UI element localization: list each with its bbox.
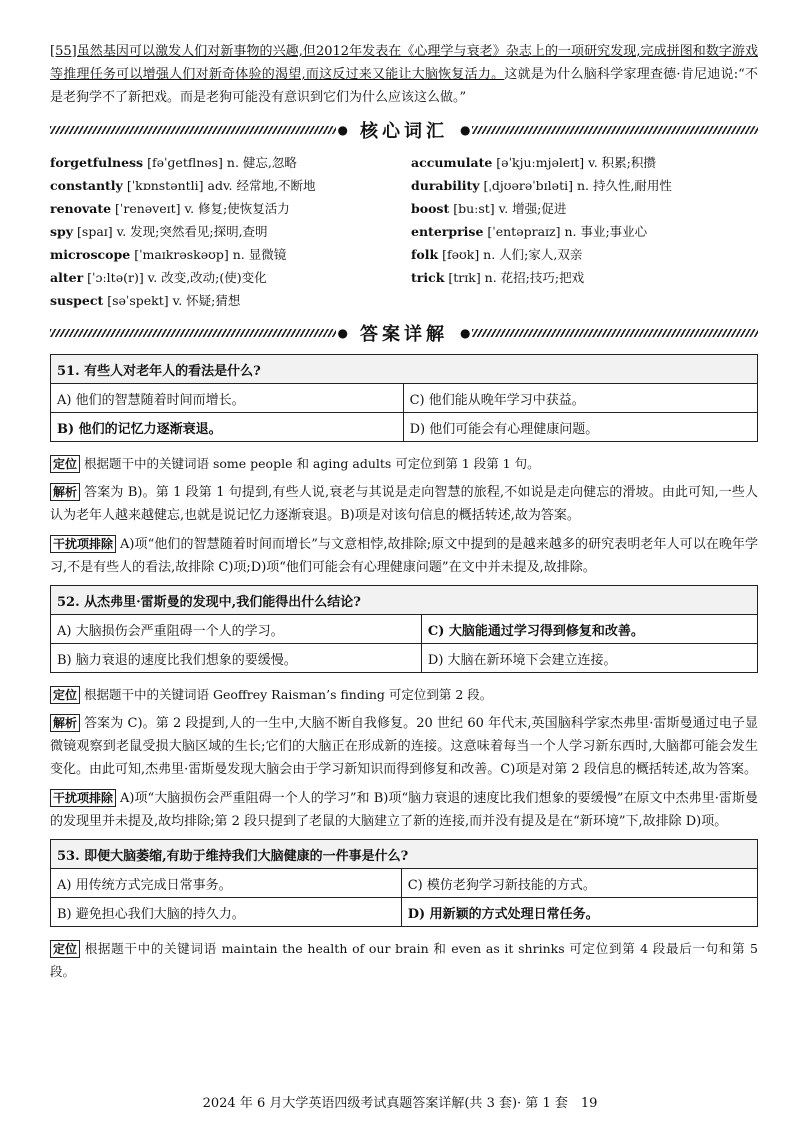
vocab-item: folk [fəʊk] n. 人们;家人,双亲 [411,247,583,262]
locate-paragraph: 定位 根据题干中的关键词语 some people 和 aging adults 可定位到第 1 段第 1 句。 [50,452,758,475]
bullet-icon: ● [337,123,348,137]
vocab-section-title: 核心词汇 [360,121,448,142]
locate-label: 定位 [50,455,80,473]
vocab-item: boost [buːst] v. 增强;促进 [411,201,567,216]
locate-paragraph: 定位 根据题干中的关键词语 Geoffrey Raisman’s finding 可定位到第 2 段。 [50,683,758,706]
distractor-label: 干扰项排除 [50,789,116,807]
option-b: B) 他们的记忆力逐渐衰退。 [51,413,404,442]
vocab-item: suspect [səˈspekt] v. 怀疑;猜想 [50,293,241,308]
question-stem: 52. 从杰弗里·雷斯曼的发现中,我们能得出什么结论? [51,586,758,615]
vocab-item: microscope [ˈmaɪkrəskəʊp] n. 显微镜 [50,247,287,262]
underlined-sentence: [55]虽然基因可以激发人们对新事物的兴趣,但2012年发表在《心理学与衰老》杂志上的一项研究发现,完成拼图和数字游戏等推理任务可以增强人们对新奇体验的渴望,而这反过来又能让大脑恢复活力。 [50,44,758,82]
intro-rest: 这就是为什么脑科学家理查德·肯尼迪说:“不是老狗学不了新把戏。而是老狗可能没有意识到它们为什么应该这么做。” [50,67,758,105]
vocab-item: spy [spaɪ] v. 发现;突然看见;探明,查明 [50,224,268,239]
option-a: A) 用传统方式完成日常事务。 [51,869,402,898]
question-stem: 53. 即便大脑萎缩,有助于维持我们大脑健康的一件事是什么? [51,840,758,869]
locate-label: 定位 [50,686,80,704]
bullet-icon: ● [337,326,348,340]
option-d: D) 用新颖的方式处理日常任务。 [401,898,757,927]
question-52-table [50,585,758,673]
analysis-paragraph: 解析 答案为 B)。第 1 段第 1 句提到,有些人说,衰老与其说是走向智慧的旅程,不如说是走向健忘的滑坡。由此可知,一些人认为老年人越来越健忘,也就是说记忆力逐渐衰退。B)项是对该句信息的概括转述,故为答案。 [50,485,758,523]
vocab-item: durability [ˌdjʊərəˈbɪləti] n. 持久性,耐用性 [411,178,672,193]
vocab-column-left [50,151,397,312]
hatch-divider [472,329,758,337]
option-b: B) 脑力衰退的速度比我们想象的要缓慢。 [51,644,422,673]
vocab-item: constantly [ˈkɒnstəntli] adv. 经常地,不断地 [50,178,316,193]
bullet-icon: ● [460,123,471,137]
option-c: C) 模仿老狗学习新技能的方式。 [401,869,757,898]
vocab-item: accumulate [əˈkjuːmjəleɪt] v. 积累;积攒 [411,155,656,170]
vocab-section-header [50,115,758,145]
option-a: A) 大脑损伤会严重阻碍一个人的学习。 [51,615,422,644]
vocab-item: forgetfulness [fəˈɡetflnəs] n. 健忘,忽略 [50,155,297,170]
locate-paragraph: 定位 根据题干中的关键词语 maintain the health of our brain 和 even as it shrinks 可定位到第 4 段最后一句和第 5 段。 [50,941,758,979]
vocab-item: renovate [ˈrenəveɪt] v. 修复;使恢复活力 [50,201,290,216]
hatch-divider [472,126,758,134]
hatch-divider [50,126,336,134]
distractor-paragraph: 干扰项排除 A)项“大脑损伤会严重阻碍一个人的学习”和 B)项“脑力衰退的速度比我们想象的要缓慢”在原文中杰弗里·雷斯曼的发现里并未提及,故均排除;第 2 段只提到了老鼠的大脑建立了新的连接,而并没有提及是在“新环境”下,故排除 D)项。 [50,791,758,829]
vocab-item: alter [ˈɔːltə(r)] v. 改变,改动;(使)变化 [50,270,267,285]
question-stem: 51. 有些人对老年人的看法是什么? [51,355,758,384]
answer-section-header [50,318,758,348]
option-c: C) 他们能从晚年学习中获益。 [403,384,757,413]
option-c: C) 大脑能通过学习得到修复和改善。 [421,615,757,644]
option-b: B) 避免担心我们大脑的持久力。 [51,898,402,927]
question-51-table [50,354,758,442]
page-content [50,40,758,989]
intro-paragraph [50,40,758,109]
answer-section-title: 答案详解 [360,324,448,345]
analysis-paragraph: 解析 答案为 C)。第 2 段提到,人的一生中,大脑不断自我修复。20 世纪 60 年代末,英国脑科学家杰弗里·雷斯曼通过电子显微镜观察到老鼠受损大脑区域的生长;它们的大脑正在形成新的连接。这意味着每当一个人学习新东西时,大脑都可能会发生变化。由此可知,杰弗里·雷斯曼发现大脑会由于学习新知识而得到修复和改善。C)项是对第 2 段信息的概括转述,故为答案。 [50,716,758,777]
distractor-paragraph: 干扰项排除 A)项“他们的智慧随着时间而增长”与文意相悖,故排除;原文中提到的是越来越多的研究表明老年人可以在晚年学习,不是有些人的看法,故排除 C)项;D)项“他们可能会有心理健康问题”在文中并未提及,故排除。 [50,537,758,575]
analysis-label: 解析 [50,714,80,732]
vocab-column-right [397,151,758,312]
vocab-item: enterprise [ˈentəpraɪz] n. 事业;事业心 [411,224,648,239]
question-53-table [50,839,758,927]
distractor-label: 干扰项排除 [50,535,116,553]
option-a: A) 他们的智慧随着时间而增长。 [51,384,404,413]
vocab-item: trick [trɪk] n. 花招;技巧;把戏 [411,270,585,285]
hatch-divider [50,329,336,337]
vocab-list [50,151,758,312]
analysis-label: 解析 [50,483,80,501]
option-d: D) 他们可能会有心理健康问题。 [403,413,757,442]
page-footer: 2024 年 6 月大学英语四级考试真题答案详解(共 3 套)· 第 1 套 19 [202,1096,598,1111]
locate-label: 定位 [50,940,80,958]
bullet-icon: ● [460,326,471,340]
option-d: D) 大脑在新环境下会建立连接。 [421,644,757,673]
